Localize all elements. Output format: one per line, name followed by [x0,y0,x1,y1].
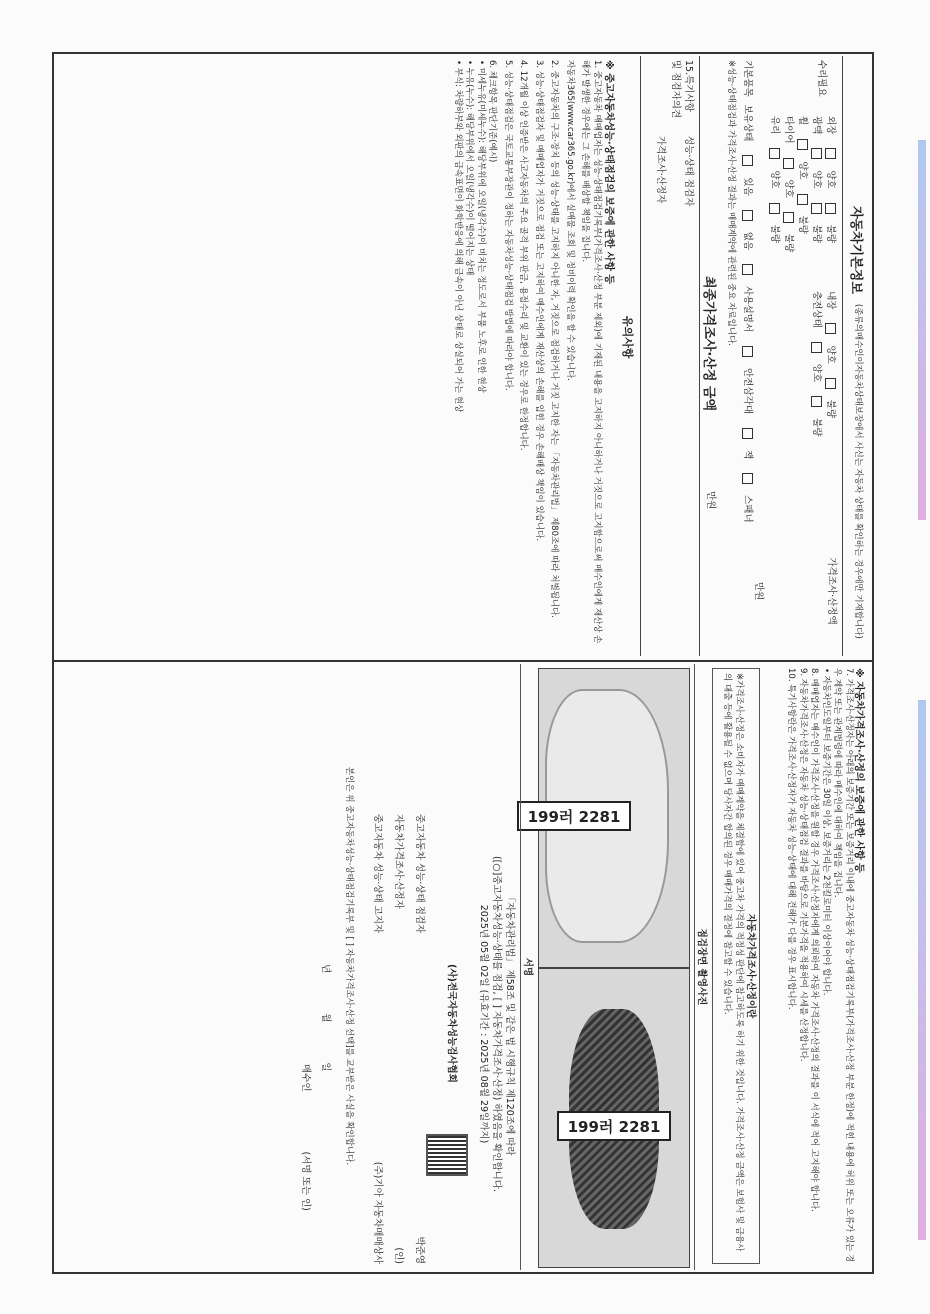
option-label: 있음 [742,177,754,196]
option-label: 양호 [797,161,809,180]
basic-info-subtitle: (종류의매수인이자동차상태보장에서 사신는 자동차 상태를 확인하는 경우에만 기재합니다) [853,303,864,639]
checkbox[interactable] [798,194,809,205]
checkbox[interactable] [743,473,754,484]
scan-edge-strip [918,700,926,1240]
checkbox[interactable] [826,378,837,389]
photo-title: 점검장면 촬영사진 [694,664,708,1270]
note-item: • 누유(누수): 해당부위에서 오일(냉각수)이 떨어지는 상태 [464,60,475,276]
checkbox[interactable] [784,212,795,223]
buyer-line: 본인은 위 중고자동차성능·상태점검기록부 및 [ ] 자동차가격조사·산정 선택]를 교부받은 사실을 확인합니다. [344,766,354,1166]
buyer-label: 매수인 [300,1064,311,1092]
note-item: 6. 체크항목 판단기준(예시) [487,60,498,163]
repair-item-name: 광택 [811,116,823,135]
price-column-label: 가격조사·산정액 [826,557,837,625]
buyer-year: 년 [320,964,331,974]
inspector-label: 중고자동차 성능·상태 점검자 [414,814,425,934]
option-label: 스패너 [742,495,754,523]
notifier-company: (주)기아 자동차매매상사 [372,1161,383,1264]
buyer-day: 일 [320,1062,331,1072]
note-item: 1. 중고자동차 매매업자는 성능·상태점검기록부(가격조사·산정 부분 제외)에 기재된 내용을 고지하지 아니하거나 거짓으로 고지함으로써 매수인에게 재산상 손해가 발생한 경우에는 그 손해를 배상할 책임을 집니다. [580,60,602,644]
date-line: 2025년 05월 02일 (유효기간 : 2025년 08월 29일까지) [478,904,489,1144]
checkbox[interactable] [826,203,837,214]
caution-title: 유의사항 [621,316,634,359]
option-label: 불량 [825,399,837,419]
checkbox[interactable] [743,210,754,221]
option-label: 양호 [811,170,823,189]
page-divider [52,660,874,662]
repair-row [768,116,782,516]
repair-row [782,116,796,516]
license-plate: 199러 2281 [517,801,631,831]
option-label: 양호 [783,179,795,198]
special-notes-box [640,56,700,656]
final-price-unit: 만원 [705,491,716,510]
repair-row [824,116,838,516]
checkbox[interactable] [743,264,754,275]
confirm-line: ([○]중고자동차성능·상태를 점검, [ ] 자동차가격조사·산정) 하였음을 확인합니다. [491,855,502,1193]
law-basis: 「자동차관리법」 제58조 및 같은 법 시행규칙 제120조에 따라 [504,892,515,1156]
option-label: 양호 [811,363,823,383]
seal-mark: (인) [393,1247,404,1264]
notice-line: ※성능·상태점검과 가격조사·산정 결과는 매매계약에 관련된 중요 자료입니다. [726,60,736,346]
price-notes-list [785,668,854,1264]
note-item: 7. 가격조사·산정자는 아래의 보증기간 또는 보증거리 이내에 중고자동차 성능·상태점검기록부(가격조사·산정 부분 한정)에 적힌 내용에 허위 또는 오류가 있는 경우 계약 또는 관계법령에 따라 매수인에 대하여 책임을 집니다. [832,668,854,1263]
notes-list [452,60,603,650]
option-label: 양호 [825,170,837,189]
checkbox[interactable] [770,203,781,214]
checkbox[interactable] [743,155,754,166]
option-label: 없음 [742,231,754,251]
note-item: • 미세누유(미세누수): 해당부위에 오일(냉각수)이 비치는 정도로서 부품 노후로 인한 현상 [476,60,486,393]
option-label: 안전삼각대 [742,368,754,414]
checkbox[interactable] [826,323,837,334]
option-label: 사용설명서 [742,286,754,333]
price-notice-body: ※가격조사·산정은 소비자가 매매계약을 체결함에 있어 중고차 가격의 적정성 판단에 참고하도록 하기 위한 것입니다. 가격조사·산정 금액은 보험사 및 금융사의 대출 등에 활용될 수 없으며 당사자간 합의된 경우 매매가격의 결정에 참고할 수 있습니다. [722,673,744,1252]
checkbox[interactable] [812,148,823,159]
option-label: 불량 [783,233,795,253]
basic-items-label: 기본품목 [742,60,754,97]
option-label: 불량 [797,215,809,234]
note-item: • 부식: 차량하부와 외판의 금속표면이 화학반응에 의해 금속이 아닌 상태로 상실되어 가는 현상 [453,60,463,413]
checkbox[interactable] [812,203,823,214]
law-title: ※ 중고자동차성능·상태점검의 보증에 관한 사항 등 [603,60,614,285]
scan-edge-strip [918,140,926,520]
checkbox[interactable] [812,396,823,407]
price-opinion-label: 가격조사·산정자 [655,136,666,204]
repair-group-label: 수리필요 [816,60,827,97]
checkbox[interactable] [798,139,809,150]
repair-item-name: 유리 [769,116,781,135]
checkbox[interactable] [743,428,754,439]
option-label: 잭 [742,449,754,460]
option-label: 불량 [811,224,823,244]
note-item: 4. 12개월 이상 인증받은 사고자동차의 주요 골격 부위 판금, 용접수리 및 교환이 있는 경우로 한정합니다. [518,60,529,451]
price-notice-box [712,668,760,1264]
option-label: 양호 [825,345,837,364]
option-label: 양호 [769,170,781,189]
repair-row [796,116,810,516]
note-item: • 자동차인도일부터 보증기간은 30일 이상, 보증거리는 2천킬로미터 이상이어야 합니다. [821,668,831,996]
checkbox[interactable] [826,148,837,159]
checkbox[interactable] [812,342,823,353]
note-item: 9. 자동차가격조사·산정은 자동차 성능·상태점검 결과를 바탕으로 기본가격을 적용하여 시세를 산정합니다. [798,668,808,1062]
note-item: 2. 중고자동차의 구조·장치 등의 성능·상태를 고지하지 아니한 자, 거짓으로 점검하거나 거짓 고지한 자는 「자동차관리법」 제80조에 따라 처벌됩니다. [549,60,560,618]
inspection-photo-front [527,668,690,968]
price-law-title: ※ 자동차가격조사·산정의 보증에 관한 사항 등 [853,668,864,873]
basic-item-name: 보유상태 [742,104,754,142]
note-item: 자동차365(www.car365.go.kr)에서 실매물 조회 및 정비이력 확인을 할 수 있습니다. [565,60,575,381]
repair-item-name: 휠 [797,116,809,126]
note-item: 3. 성능·상태점검자 및 매매업자가 거짓으로 점검 또는 고지하여 매수인에게 재산상의 손해를 입힌 경우 손해배상 책임이 있습니다. [534,60,544,542]
buyer-sign: (서명 또는 인) [300,1151,311,1211]
inspection-photo-rear [538,968,690,1268]
bottom-section [56,664,872,1270]
qr-seal-icon [426,1134,468,1176]
checkbox[interactable] [784,158,795,169]
note-item: 5. 성능·상태점검은 국토교통부장관이 정하는 자동차성능·상태점검 방법에 따라야 합니다. [503,60,513,391]
repair-item-name: 타이어 [783,116,795,144]
option-label: 불량 [811,418,823,437]
sign-title: 서명 [520,664,534,1270]
price-assessor-label: 자동차가격조사·산정자 [393,814,404,909]
basic-info-title: 자동차기본정보 [848,206,863,294]
final-price-label: 최종가격조사·산정 금액 [701,276,716,412]
buyer-month: 월 [320,1013,331,1023]
option-label: 불량 [769,224,781,244]
option-label: 불량 [825,224,837,244]
notifier-label: 중고자동차 성능·상태 고지자 [372,814,383,934]
license-plate: 199러 2281 [557,1111,671,1141]
repair-row [810,116,824,516]
basic-items-row [740,60,756,530]
inspector-name: 박준영 [414,1236,425,1264]
cleaning-label: 충전상태 [811,291,823,328]
checkbox[interactable] [743,346,754,357]
special-notes-label: 15.특기사항및 점검자의견 [670,60,694,119]
price-column-unit: 만원 [753,581,764,601]
interior-label: 내장 [825,291,837,310]
price-notice-title: 자동차가격조사·산정이란 [745,913,756,1019]
top-section [56,56,872,656]
note-item: 10. 특기사항란은 가격조사·산정자가 자동차 성능·상태에 대해 견해가 다를 경우 표시합니다. [786,668,797,1010]
inspector-opinion-label: 성능·상태 점검자 [683,136,694,207]
company-name: (사)전국자동차성능검사협회 [446,964,457,1083]
note-item: 8. 매매업자는 매수인이 가격조사·산정을 원할 경우 가격조사·산정자에게 의뢰하여 자동차 가격조사·산정의 결과를 이 서식에 적어 고지해야 합니다. [809,668,820,1212]
checkbox[interactable] [770,148,781,159]
repair-item-name: 외장 [825,116,837,135]
